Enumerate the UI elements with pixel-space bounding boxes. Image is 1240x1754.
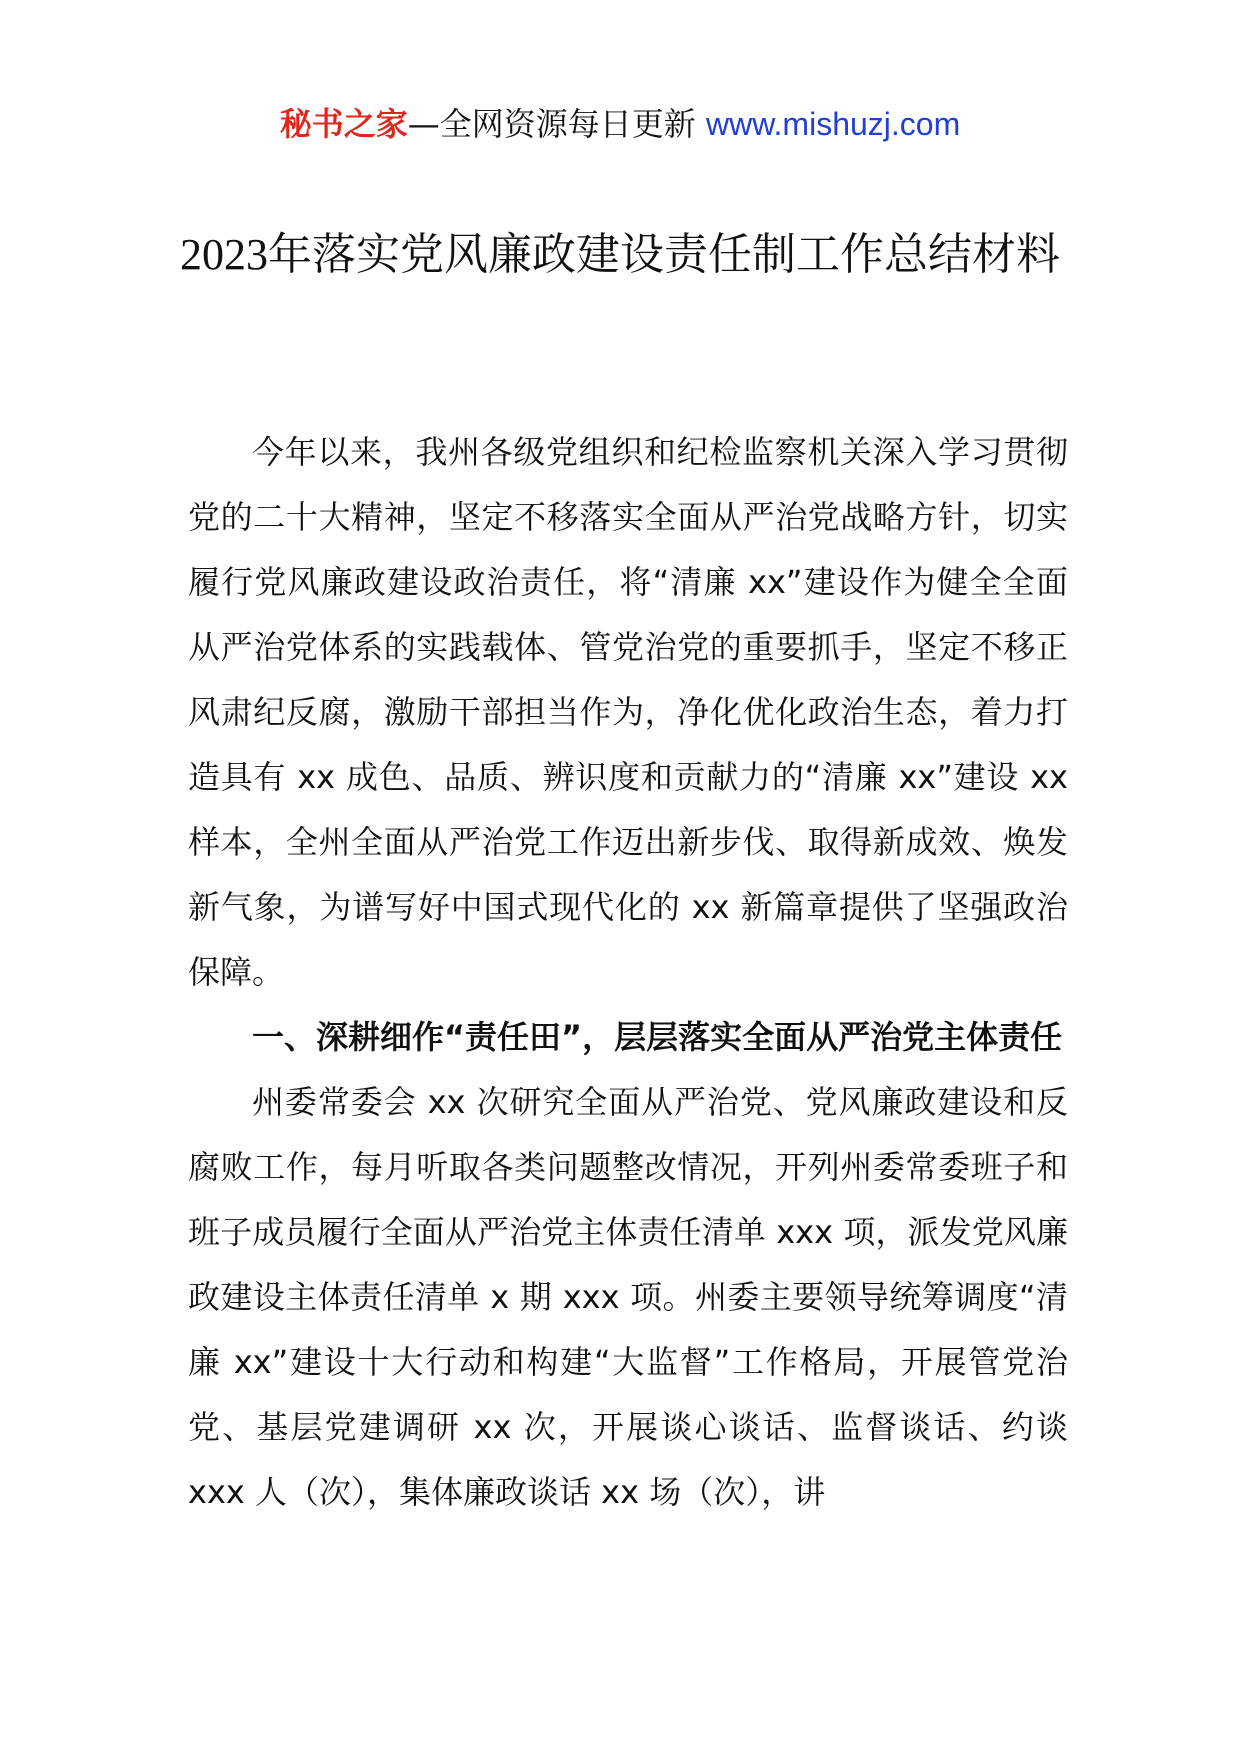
brand-tagline: —全网资源每日更新	[407, 105, 696, 143]
intro-paragraph: 今年以来，我州各级党组织和纪检监察机关深入学习贯彻党的二十大精神，坚定不移落实全面从严治党战略方针，切实履行党风廉政建设政治责任，将“清廉 xx”建设作为健全全面从严治党体系的实践载体、管党治党的重要抓手，坚定不移正风肃纪反腐，激励干部担当作为，净化优化政治生态，着力打造具有 xx 成色、品质、辨识度和贡献力的“清廉 xx”建设 xx 样本，全州全面从严治党工作迈出新步伐、取得新成效、焕发新气象，为谱写好中国式现代化的 xx 新篇章提供了坚强政治保障。	[188, 433, 1068, 991]
section-heading-1: 一、深耕细作“责任田”，层层落实全面从严治党主体责任	[252, 1018, 1063, 1056]
site-url[interactable]: www.mishuzj.com	[705, 106, 961, 142]
document-body	[188, 420, 1068, 1525]
title-year: 2023	[180, 230, 268, 279]
site-header	[0, 100, 1240, 148]
document-title	[150, 222, 1090, 288]
brand-name: 秘书之家	[279, 105, 408, 143]
title-text: 年落实党风廉政建设责任制工作总结材料	[268, 229, 1060, 280]
section-1-paragraph: 州委常委会 xx 次研究全面从严治党、党风廉政建设和反腐败工作，每月听取各类问题整改情况，开列州委常委班子和班子成员履行全面从严治党主体责任清单 xxx 项，派发党风廉政建设主体责任清单 x 期 xxx 项。州委主要领导统筹调度“清廉 xx”建设十大行动和构建“大监督”工作格局，开展管党治党、基层党建调研 xx 次，开展谈心谈话、监督谈话、约谈 xxx 人（次），集体廉政谈话 xx 场（次），讲	[188, 1083, 1068, 1511]
